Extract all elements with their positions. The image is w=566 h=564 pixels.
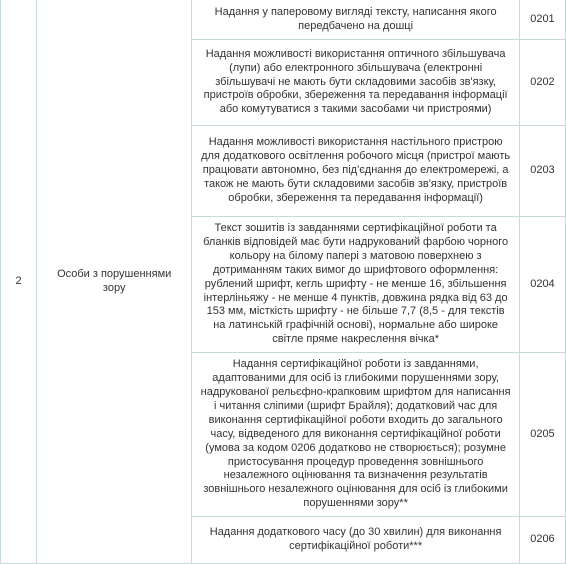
description-cell: Надання додаткового часу (до 30 хвилин) для виконання сертифікаційної роботи*** [192,517,520,564]
code-cell: 0203 [519,126,565,217]
code-cell: 0202 [519,40,565,126]
table-row [1,0,566,40]
description-cell: Надання сертифікаційної роботи із завданнями, адаптованими для осіб із глибокими порушеннями зору, надрукованої рельєфно-крапковим шрифтом для написання і читання сліпими (шрифт Брайля); додатковий час для виконання сертифікаційної роботи входить до загального часу, відведеного для виконання сертифікаційної роботи (умова за кодом 0206 додатково не створюється); розумне пристосування процедур проведення зовнішнього незалежного оцінювання та визначення результатів зовнішнього незалежного оцінювання для осіб із глибокими порушеннями зору** [192,353,520,517]
code-cell: 0206 [519,517,565,564]
group-cell: Особи з порушеннями зору [37,0,192,564]
code-cell: 0201 [519,0,565,40]
description-cell: Надання у паперовому вигляді тексту, написання якого передбачено на дошці [192,0,520,40]
code-cell: 0204 [519,217,565,353]
row-number-cell: 2 [1,0,37,564]
description-cell: Текст зошитів із завданнями сертифікаційної роботи та бланків відповідей має бути надрукований фарбою чорного кольору на білому папері з матовою поверхнею з дотриманням таких вимог до шрифтового оформлення: рублений шрифт, кегль шрифту - не менше 16, збільшення інтерліньяжу - не менше 4 пунктів, довжина рядка від 63 до 153 мм, місткість шрифту - не більше 7,7 (8,5 - для текстів на латинській графічній основі), нормальне або широке світле пряме накреслення вічка* [192,217,520,353]
description-cell: Надання можливості використання настільного пристрою для додаткового освітлення робочого місця (пристрої мають працювати автономно, без під'єднання до електромережі, а також не мають бути складовими засобів зв'язку, пристроїв обробки, збереження та передавання інформації) [192,126,520,217]
code-cell: 0205 [519,353,565,517]
description-cell: Надання можливості використання оптичного збільшувача (лупи) або електронного збільшувача (електронні збільшувачі не мають бути складовими засобів зв'язку, пристроїв обробки, збереження та передавання інформації або комутуватися з такими засобами чи пристроями) [192,40,520,126]
